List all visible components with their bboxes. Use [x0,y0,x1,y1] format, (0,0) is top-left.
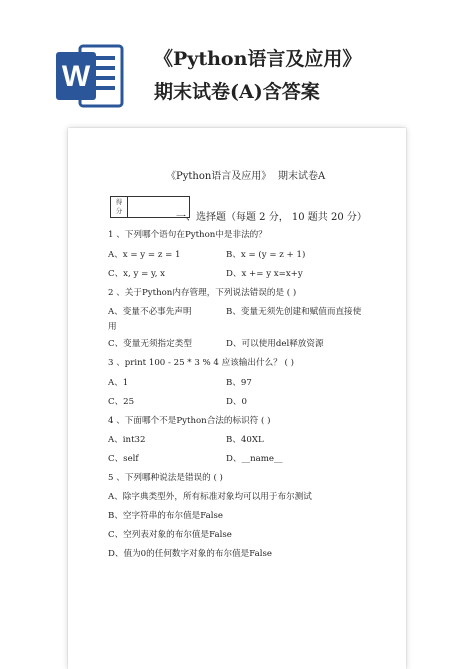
q5-option-a: A、除字典类型外，所有标准对象均可以用于布尔测试 [108,492,312,502]
q2-option-a: A、变量不必事先声明 [108,307,192,317]
q1-option-d: D、x += y x=x+y [226,269,303,279]
document-title-line2: 期末试卷(A)含答案 [154,81,320,103]
q5-option-d: D、值为0的任何数字对象的布尔值是False [108,549,273,559]
q2-option-c: C、变量无须指定类型 [108,339,192,349]
q2-option-b: B、变量无须先创建和赋值而直接使 [226,307,362,317]
q5-option-b: B、空字符串的布尔值是False [108,511,224,521]
q2-option-d: D、可以使用del释放资源 [226,339,324,349]
document-title-line1: 《Python语言及应用》 [154,48,362,70]
q2-option-b-wrap: 用 [108,322,117,332]
exam-paper-page [68,128,406,669]
question-5: 5 、下列哪种说法是错误的 ( ) [108,473,223,483]
q4-option-c: C、self [108,454,139,464]
q3-option-a: A、1 [108,378,129,388]
question-3: 3 、print 100 - 25 * 3 % 4 应该输出什么？ ( ) [108,358,294,368]
q1-option-b: B、x = (y = z + 1) [226,250,306,260]
q1-option-c: C、x, y = y, x [108,269,166,279]
word-logo-letter: W [61,60,91,93]
question-4: 4 、下面哪个不是Python合法的标识符 ( ) [108,416,271,426]
word-document-icon [52,38,128,114]
exam-title: 《Python语言及应用》 [166,171,272,182]
q5-option-c: C、空列表对象的布尔值是False [108,530,232,540]
q3-option-c: C、25 [108,397,135,407]
q3-option-d: D、0 [226,397,247,407]
q4-option-a: A、int32 [108,435,146,445]
exam-title-suffix: 期末试卷A [278,171,326,182]
question-1: 1 、下列哪个语句在Python中是非法的？ [108,230,267,240]
score-box-label: 得分 [115,198,123,215]
q1-option-a: A、x = y = z = 1 [108,250,181,260]
q4-option-d: D、__name__ [226,454,283,464]
question-2: 2 、关于Python内存管理，下列说法错误的是 ( ) [108,288,297,298]
q4-option-b: B、40XL [226,435,264,445]
q3-option-b: B、97 [226,378,252,388]
section-heading: 一、选择题（每题 2 分， 10 题共 20 分） [176,212,367,223]
